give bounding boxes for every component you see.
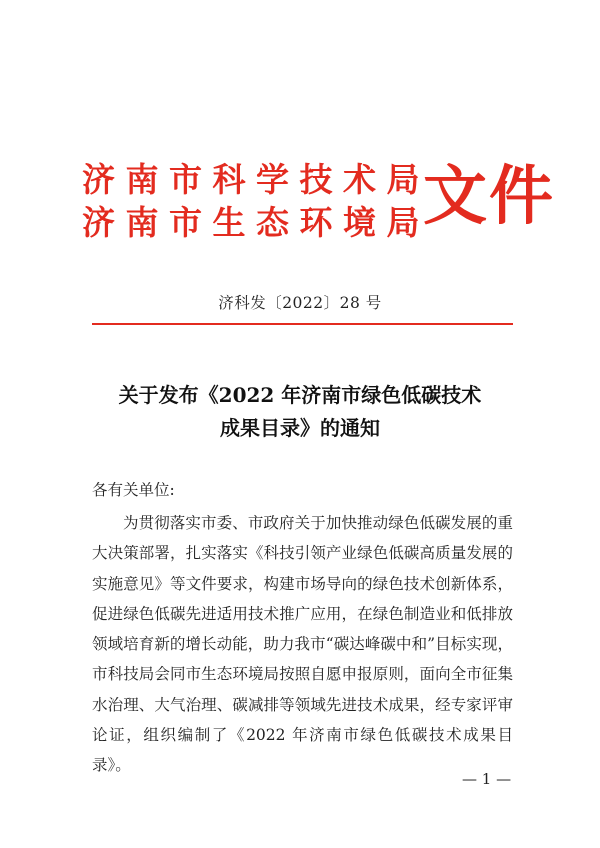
header-divider bbox=[92, 323, 513, 325]
document-word: 文件 bbox=[423, 159, 555, 234]
body-paragraph: 为贯彻落实市委、市政府关于加快推动绿色低碳发展的重大决策部署，扎实落实《科技引领产业绿色低碳高质量发展的实施意见》等文件要求，构建市场导向的绿色技术创新体系，促进绿色低碳先进适用技术推广应用，在绿色制造业和低排放领域培育新的增长动能，助力我市“碳达峰碳中和”目标实现，市科技局会同市生态环境局按照自愿申报原则，面向全市征集水治理、大气治理、碳减排等领域先进技术成果，经专家评审论证，组织编制了《2022 年济南市绿色低碳技术成果目录》。 bbox=[92, 514, 513, 775]
issuer-line-2: 济南市生态环境局 bbox=[82, 203, 430, 242]
issuer-line-1: 济南市科学技术局 bbox=[82, 160, 430, 199]
title-line-1: 关于发布《2022 年济南市绿色低碳技术 bbox=[118, 383, 482, 407]
title-line-2: 成果目录》的通知 bbox=[220, 416, 380, 440]
salutation: 各有关单位: bbox=[92, 481, 175, 499]
page-number: — 1 — bbox=[462, 770, 512, 788]
document-number: 济科发〔2022〕28 号 bbox=[218, 294, 382, 312]
